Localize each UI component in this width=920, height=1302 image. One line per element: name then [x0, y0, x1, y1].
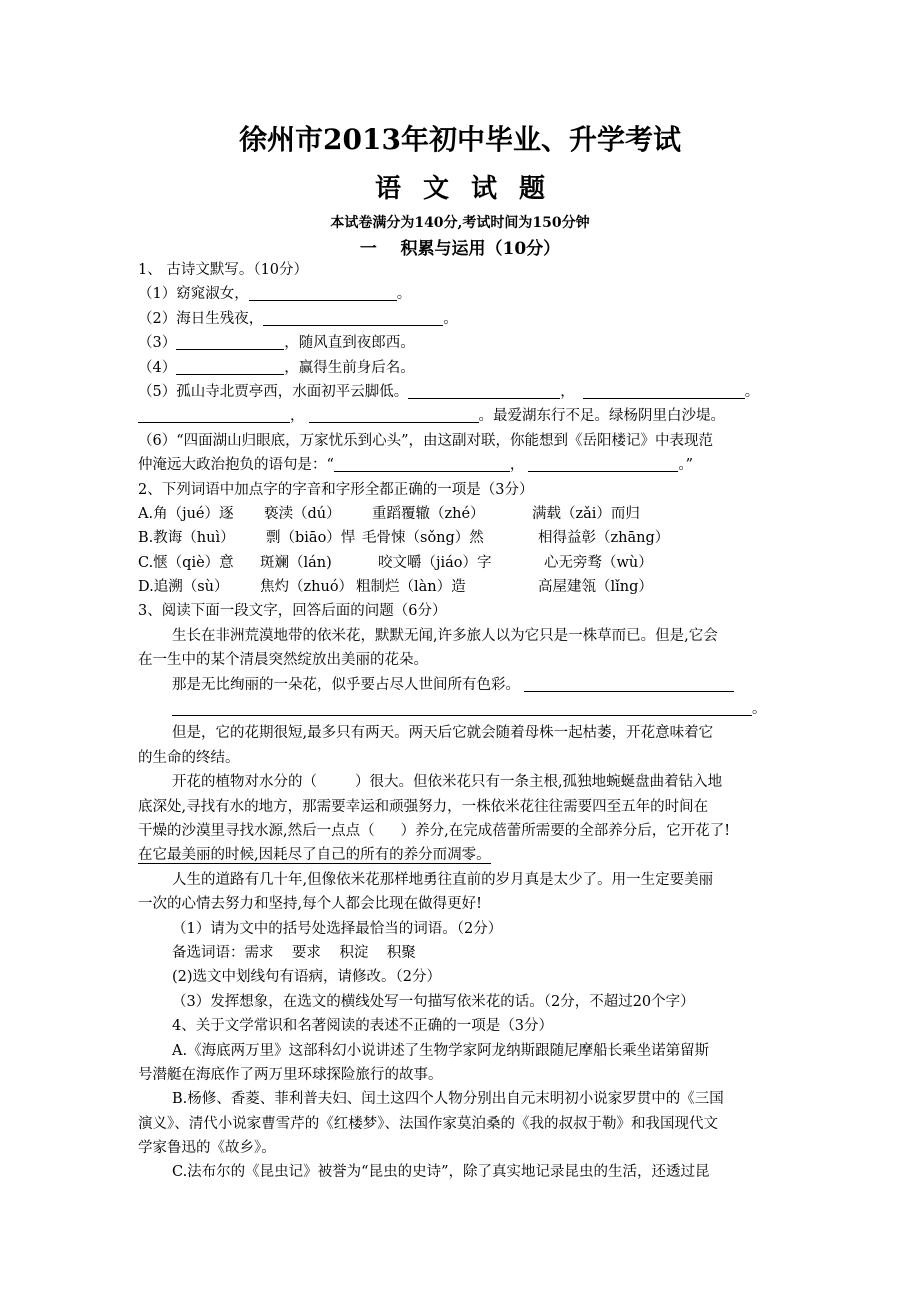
- passage-line: 。: [138, 697, 786, 721]
- q3-sub-1: （1）请为文中的括号处选择最恰当的词语。（2分）: [172, 920, 503, 937]
- q1-item-3: （3） ，随风直到夜郎西。: [138, 335, 415, 352]
- q1-item-5-cont: ， 。最爱湖东行不足。绿杨阴里白沙堤。: [138, 404, 786, 428]
- passage-line: 人生的道路有几十年,但像依米花那样地勇往直前的岁月真是太少了。用一生定要美丽: [172, 871, 714, 888]
- q3-heading: 3、阅读下面一段文字，回答后面的问题（6分）: [138, 603, 447, 620]
- answer-blank[interactable]: [138, 407, 290, 423]
- q1-heading: 1、 古诗文默写。（10分）: [138, 262, 309, 278]
- q2-option-b: B.教诲（huì） 剽（biāo）悍 毛骨悚（sǒng）然 相得益彰（zhāng）: [138, 530, 670, 547]
- q2-option-d: D.追溯（sù） 焦灼（zhuó） 粗制烂（làn）造 高屋建瓴（lǐng）: [138, 579, 653, 596]
- q2-option-a: A.角（jué）逐 亵渎（dú） 重蹈覆辙（zhé） 满载（zǎi）而归: [138, 505, 640, 522]
- q4-option-a: A.《海底两万里》这部科幻小说讲述了生物学家阿龙纳斯跟随尼摩船长乘坐诺第留斯: [172, 1042, 710, 1059]
- passage-line: 开花的植物对水分的（ ）很大。但依米花只有一条主根,孤独地蜿蜒盘曲着钻入地: [172, 774, 723, 791]
- passage-line: 生长在非洲荒漠地带的依米花，默默无闻,许多旅人以为它只是一株草而已。但是,它会: [172, 627, 718, 644]
- section-heading: 一 积累与运用（10分）: [359, 239, 561, 259]
- q4-option-b: B.杨修、香菱、菲利普夫妇、闰土这四个人物分别出自元末明初小说家罗贯中的《三国: [172, 1091, 724, 1108]
- answer-blank[interactable]: [309, 407, 479, 423]
- q3-sub-2: (2)选文中划线句有语病，请修改。（2分）: [172, 969, 442, 986]
- q1-item-4: （4） ，赢得生前身后名。: [138, 359, 415, 376]
- answer-blank[interactable]: [528, 456, 678, 472]
- q1-item-6: （6）“四面湖山归眼底，万家忧乐到心头”，由这副对联，你能想到《岳阳楼记》中表现范: [138, 432, 714, 449]
- answer-blank[interactable]: [524, 676, 734, 692]
- q2-heading: 2、下列词语中加点字的字音和字形全都正确的一项是（3分）: [138, 481, 534, 498]
- answer-blank[interactable]: [408, 383, 560, 399]
- passage-line: 但是，它的花期很短,最多只有两天。两天后它就会随着母株一起枯萎，开花意味着它: [172, 725, 714, 742]
- answer-blank[interactable]: [263, 310, 443, 326]
- question-body: [138, 258, 786, 1185]
- exam-info: 本试卷满分为140分,考试时间为150分钟: [330, 215, 590, 231]
- q1-item-2: （2）海日生残夜， 。: [138, 310, 458, 327]
- q1-item-1: （1）窈窕淑女， 。: [138, 286, 412, 303]
- q4-heading: 4、关于文学常识和名著阅读的表述不正确的一项是（3分）: [172, 1018, 553, 1035]
- q4-option-a-cont: 号潜艇在海底作了两万里环球探险旅行的故事。: [138, 1066, 443, 1083]
- answer-blank[interactable]: [176, 359, 284, 375]
- passage-line: 底深处,寻找有水的地方，那需要幸运和顽强努力，一株依米花往往需要四至五年的时间在: [138, 798, 709, 815]
- q4-option-b-cont: 演义》、清代小说家曹雪芹的《红楼梦》、法国作家莫泊桑的《我的叔叔于勒》和我国现代文: [138, 1115, 718, 1132]
- q2-option-c: C.惬（qiè）意 斑斓（lán) 咬文嚼（jiáo）字 心无旁骛（wù）: [138, 554, 653, 571]
- q1-item-6-cont: 仲淹远大政治抱负的语句是：“ ， 。”: [138, 457, 694, 474]
- q1-item-5: （5）孤山寺北贾亭西，水面初平云脚低。 ， 。: [138, 383, 760, 400]
- underlined-sentence: 在它最美丽的时候,因耗尽了自己的所有的养分而凋零。: [138, 847, 491, 864]
- answer-blank[interactable]: [583, 383, 745, 399]
- passage-line: 在一生中的某个清晨突然绽放出美丽的花朵。: [138, 652, 428, 669]
- exam-title: 徐州市2013年初中毕业、升学考试: [239, 123, 681, 156]
- passage-line: 的生命的终结。: [138, 749, 240, 766]
- passage-line: 那是无比绚丽的一朵花，似乎要占尽人世间所有色彩。: [138, 673, 786, 697]
- q3-sub-3: （3）发挥想象，在选文的横线处写一句描写依米花的话。（2分，不超过20个字）: [172, 993, 695, 1010]
- answer-blank[interactable]: [176, 334, 284, 350]
- answer-blank[interactable]: [172, 700, 752, 716]
- answer-blank[interactable]: [249, 285, 397, 301]
- exam-subject: 语文试题: [374, 174, 567, 204]
- passage-line: 一次的心情去努力和坚持,每个人都会比现在做得更好!: [138, 896, 482, 913]
- q3-word-options: 备选词语：需求 要求 积淀 积聚: [172, 944, 416, 961]
- q4-option-c: C.法布尔的《昆虫记》被誉为“昆虫的史诗”，除了真实地记录昆虫的生活，还透过昆: [172, 1164, 710, 1181]
- passage-line: 干燥的沙漠里寻找水源,然后一点点（ ）养分,在完成蓓蕾所需要的全部养分后，它开花了!: [138, 822, 731, 839]
- answer-blank[interactable]: [334, 456, 510, 472]
- q4-option-b-cont: 学家鲁迅的《故乡》。: [138, 1140, 276, 1157]
